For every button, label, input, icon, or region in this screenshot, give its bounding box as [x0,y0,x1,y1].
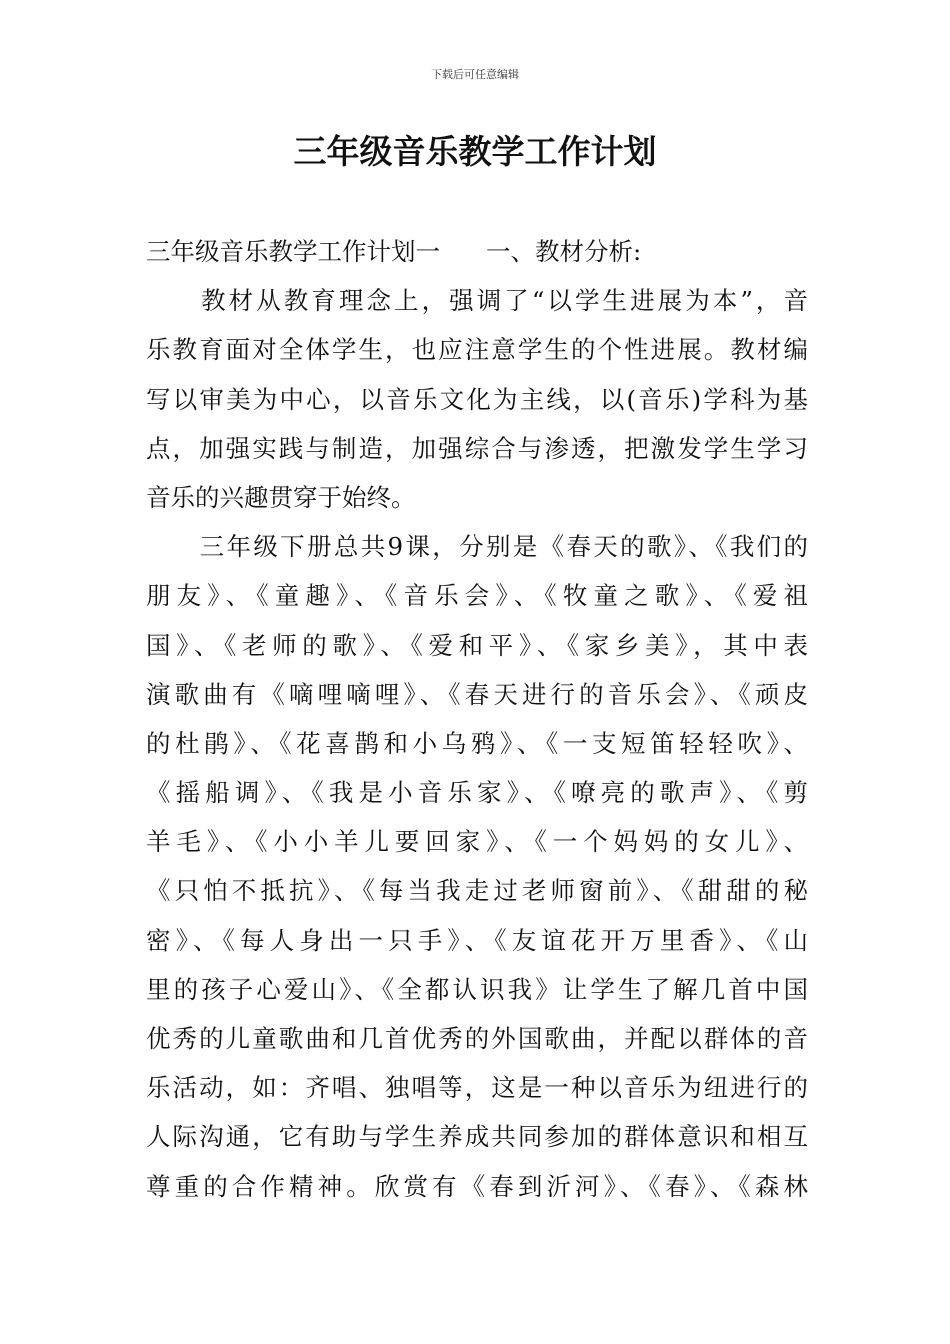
text-line: 乐活动，如：齐唱、独唱等，这是一种以音乐为纽进行的 [146,1073,808,1103]
document-body [146,227,808,1211]
text-line: 的杜鹃》、《花喜鹊和小乌鸦》、《一支短笛轻轻吹》、 [146,728,808,758]
text-line: 演歌曲有《嘀哩嘀哩》、《春天进行的音乐会》、《顽皮 [146,679,808,709]
text-line: 《只怕不抵抗》、《每当我走过老师窗前》、《甜甜的秘 [146,876,808,906]
text-line: 国》、《老师的歌》、《爱和平》、《家乡美》，其中表 [146,630,808,660]
text-line: 密》、《每人身出一只手》、《友谊花开万里香》、《山 [146,925,808,955]
intro-line [146,227,808,276]
intro-subtitle: 三年级音乐教学工作计划一 [146,237,440,266]
text-line: 里的孩子心爱山》、《全都认识我》让学生了解几首中国 [146,974,808,1004]
paragraph-2 [146,522,808,1211]
text-line: 朋友》、《童趣》、《音乐会》、《牧童之歌》、《爱祖 [146,581,808,611]
text-line: 三年级下册总共9课，分别是《春天的歌》、《我们的 [146,532,808,562]
text-line: 乐教育面对全体学生，也应注意学生的个性进展。教材编 [146,335,808,365]
paragraph-1 [146,276,808,522]
text-line: 教材从教育理念上，强调了“以学生进展为本”，音 [146,286,808,316]
section-heading: 一、教材分析: [486,237,642,266]
text-line: 写以审美为中心，以音乐文化为主线，以(音乐)学科为基 [146,384,808,414]
text-line: 人际沟通，它有助与学生养成共同参加的群体意识和相互 [146,1122,808,1152]
text-line: 羊毛》、《小小羊儿要回家》、《一个妈妈的女儿》、 [146,827,808,857]
text-line: 《摇船调》、《我是小音乐家》、《嘹亮的歌声》、《剪 [146,778,808,808]
text-line: 音乐的兴趣贯穿于始终。 [146,482,416,512]
text-line: 尊重的合作精神。欣赏有《春到沂河》、《春》、《森林 [146,1171,808,1201]
text-line: 点，加强实践与制造，加强综合与渗透，把激发学生学习 [146,433,808,463]
text-line: 优秀的儿童歌曲和几首优秀的外国歌曲，并配以群体的音 [146,1024,808,1053]
document-title: 三年级音乐教学工作计划 [293,132,657,171]
header-note: 下载后可任意编辑 [431,68,519,81]
